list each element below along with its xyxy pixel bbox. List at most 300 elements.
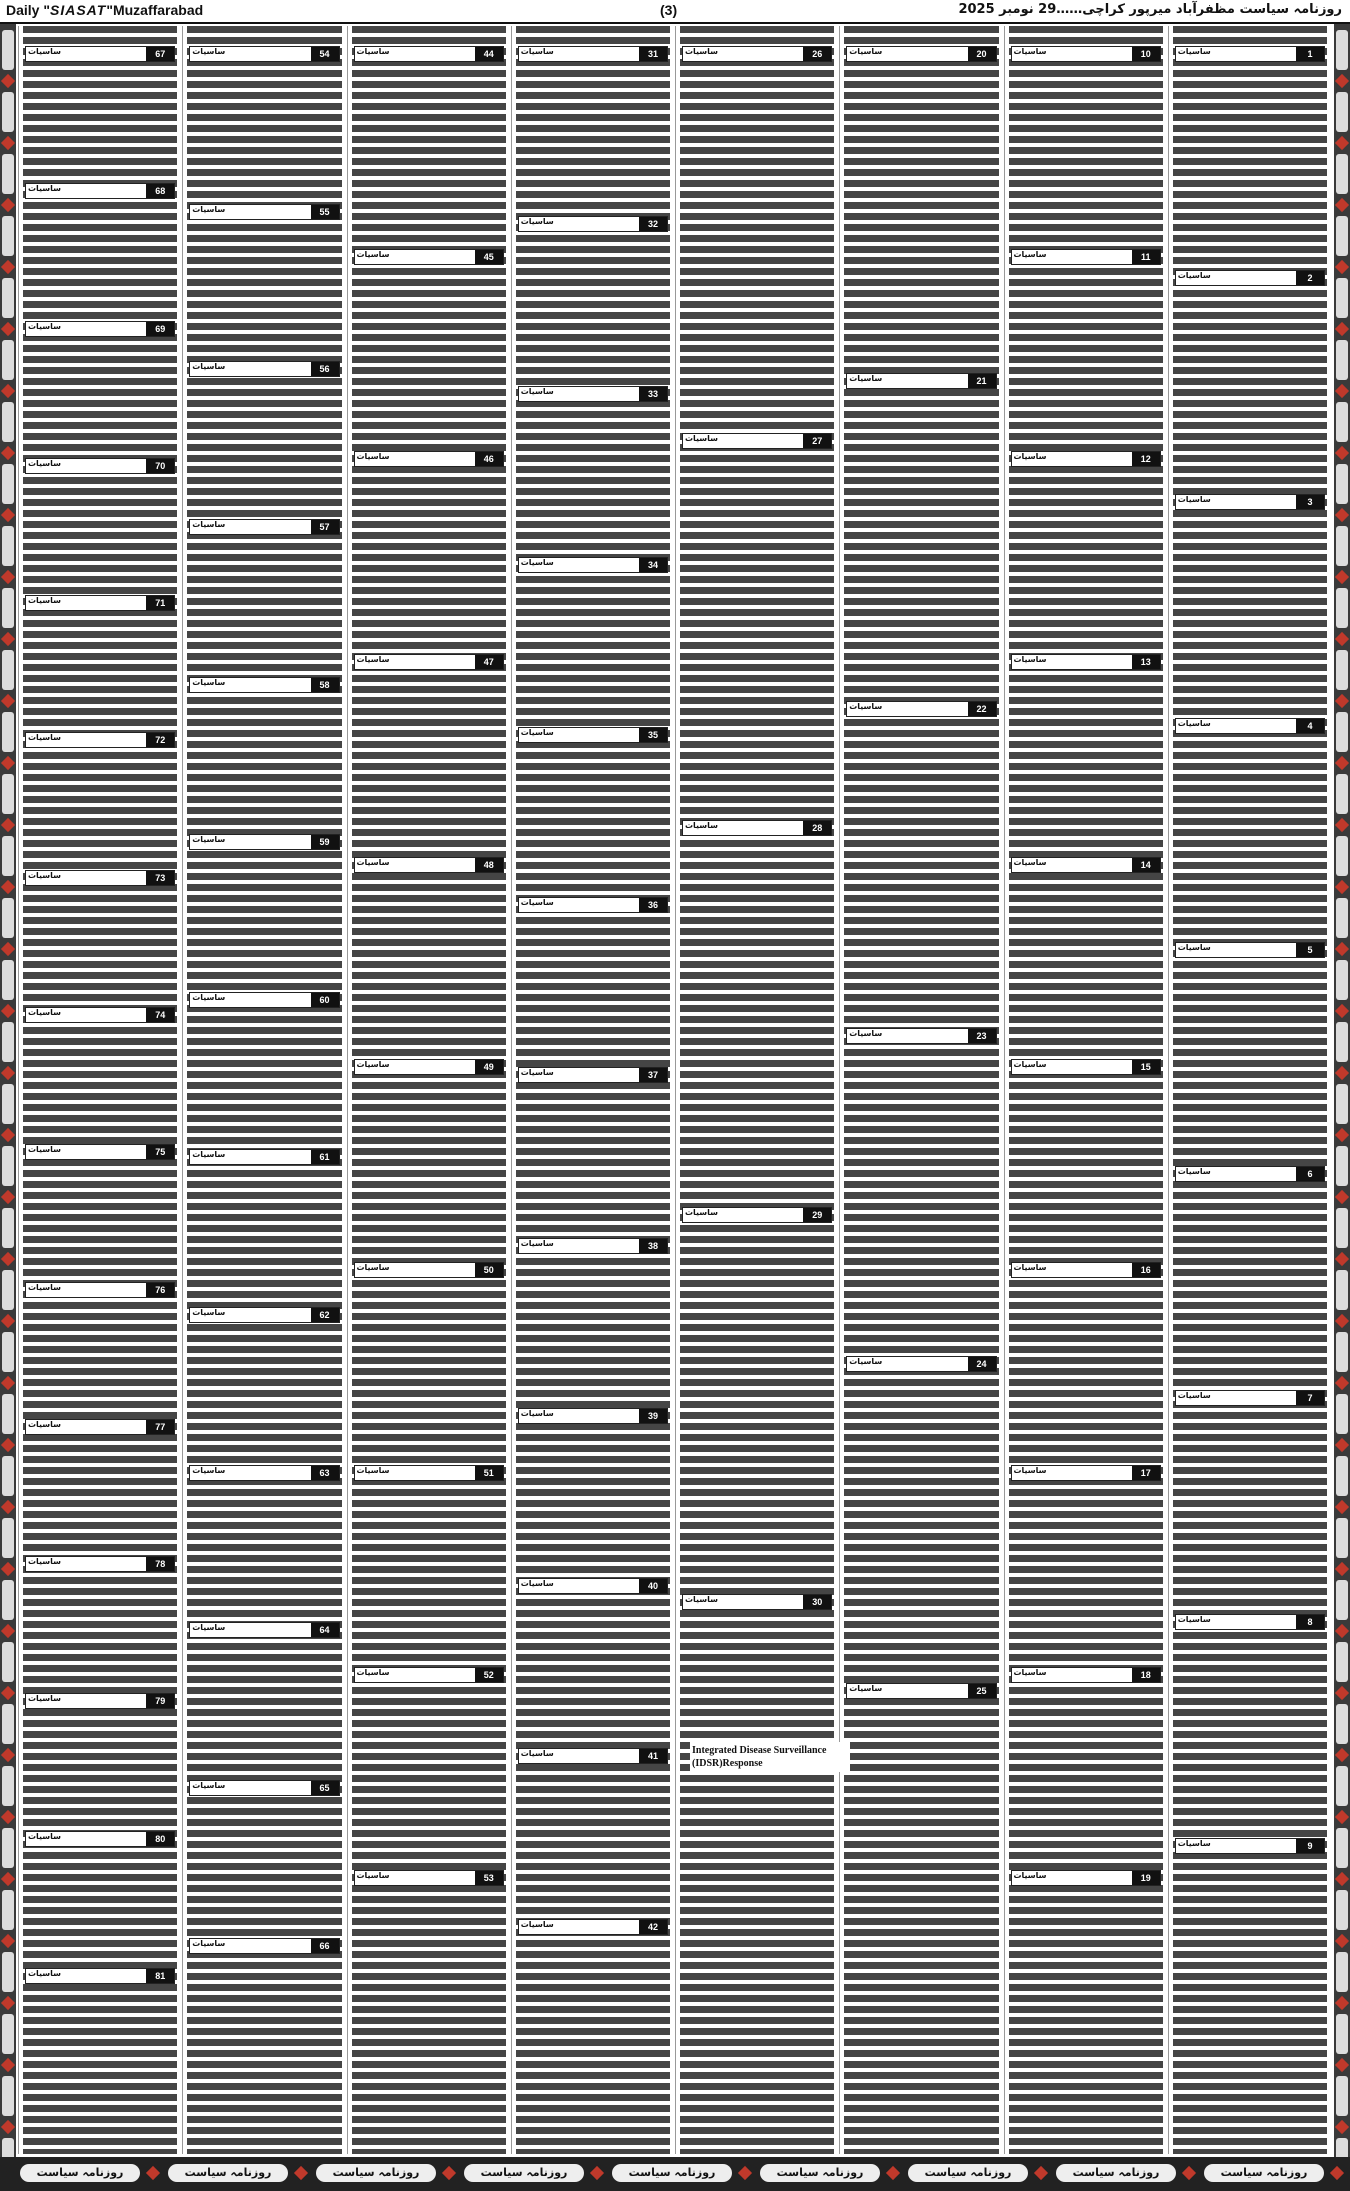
diamond-ornament-icon bbox=[1335, 1934, 1349, 1948]
news-item-heading bbox=[1011, 1465, 1161, 1481]
border-segment bbox=[1336, 1270, 1348, 1310]
border-segment bbox=[2, 588, 14, 628]
news-item-heading bbox=[25, 1282, 175, 1298]
item-number: 7 bbox=[1296, 1391, 1324, 1405]
item-number: 62 bbox=[311, 1308, 339, 1322]
diamond-ornament-icon bbox=[1, 322, 15, 336]
news-item-heading bbox=[518, 46, 668, 62]
item-number: 46 bbox=[475, 452, 503, 466]
diamond-ornament-icon bbox=[1, 74, 15, 88]
item-number: 8 bbox=[1296, 1615, 1324, 1629]
item-number: 53 bbox=[475, 1871, 503, 1885]
news-item-heading bbox=[189, 992, 339, 1008]
footer-segment: روزنامہ سیاست bbox=[760, 2164, 880, 2182]
item-number: 76 bbox=[146, 1283, 174, 1297]
item-label: ساسیات bbox=[685, 433, 719, 443]
news-item-heading bbox=[682, 433, 832, 449]
item-label: ساسیات bbox=[28, 1969, 62, 1979]
diamond-ornament-icon bbox=[1335, 756, 1349, 770]
border-segment bbox=[1336, 526, 1348, 566]
item-label: ساسیات bbox=[849, 701, 883, 711]
item-label: ساسیات bbox=[1177, 1167, 1211, 1176]
item-label: ساسیات bbox=[520, 1579, 554, 1589]
item-number: 34 bbox=[639, 558, 667, 572]
item-number: 65 bbox=[311, 1781, 339, 1795]
item-label: ساسیات bbox=[356, 1465, 390, 1475]
news-item-heading bbox=[25, 46, 175, 62]
item-label: ساسیات bbox=[356, 249, 390, 259]
news-item-heading bbox=[25, 595, 175, 611]
border-segment bbox=[1336, 1022, 1348, 1062]
news-item-heading bbox=[25, 458, 175, 474]
item-label: ساسیات bbox=[520, 217, 554, 227]
item-number: 58 bbox=[311, 678, 339, 692]
diamond-ornament-icon bbox=[1335, 1314, 1349, 1328]
item-label: ساسیات bbox=[1013, 1668, 1047, 1678]
item-number: 10 bbox=[1132, 47, 1160, 61]
item-number: 19 bbox=[1132, 1871, 1160, 1885]
news-item-heading bbox=[518, 727, 668, 743]
news-item-heading bbox=[1175, 942, 1325, 958]
item-label: ساسیات bbox=[685, 47, 719, 56]
border-segment bbox=[1336, 1332, 1348, 1372]
border-segment bbox=[2, 30, 14, 70]
diamond-ornament-icon bbox=[1, 1996, 15, 2010]
diamond-ornament-icon bbox=[1335, 1128, 1349, 1142]
news-column bbox=[182, 26, 345, 2154]
footer-segment: روزنامہ سیاست bbox=[316, 2164, 436, 2182]
item-label: ساسیات bbox=[520, 1068, 554, 1078]
diamond-ornament-icon bbox=[1, 1562, 15, 1576]
news-item-heading bbox=[189, 519, 339, 535]
diamond-ornament-icon bbox=[1, 508, 15, 522]
border-segment bbox=[1336, 340, 1348, 380]
footer-segment: روزنامہ سیاست bbox=[168, 2164, 288, 2182]
diamond-ornament-icon bbox=[1335, 1996, 1349, 2010]
item-number: 9 bbox=[1296, 1839, 1324, 1853]
diamond-ornament-icon bbox=[1, 260, 15, 274]
news-item-heading bbox=[682, 1207, 832, 1223]
diamond-ornament-icon bbox=[1335, 1438, 1349, 1452]
border-segment bbox=[1336, 2076, 1348, 2116]
news-item-heading bbox=[354, 654, 504, 670]
news-item-heading bbox=[354, 1059, 504, 1075]
border-segment bbox=[1336, 588, 1348, 628]
item-label: ساسیات bbox=[192, 677, 226, 687]
diamond-ornament-icon bbox=[1, 1128, 15, 1142]
news-item-heading bbox=[189, 204, 339, 220]
border-segment bbox=[1336, 2014, 1348, 2054]
item-number: 54 bbox=[311, 47, 339, 61]
item-label: ساسیات bbox=[1013, 857, 1047, 867]
item-number: 63 bbox=[311, 1466, 339, 1480]
item-number: 49 bbox=[475, 1060, 503, 1074]
border-segment bbox=[1336, 154, 1348, 194]
item-number: 13 bbox=[1132, 655, 1160, 669]
item-number: 61 bbox=[311, 1150, 339, 1164]
border-segment bbox=[1336, 1704, 1348, 1744]
diamond-ornament-icon bbox=[1335, 446, 1349, 460]
item-number: 73 bbox=[146, 871, 174, 885]
news-item-heading bbox=[25, 1419, 175, 1435]
diamond-ornament-icon bbox=[738, 2166, 752, 2180]
column-text bbox=[680, 26, 834, 2154]
item-number: 35 bbox=[639, 728, 667, 742]
item-label: ساسیات bbox=[849, 1356, 883, 1366]
news-item-heading bbox=[682, 1594, 832, 1610]
news-item-heading bbox=[682, 820, 832, 836]
diamond-ornament-icon bbox=[1335, 1252, 1349, 1266]
item-number: 11 bbox=[1132, 250, 1160, 264]
item-label: ساسیات bbox=[192, 362, 226, 372]
item-label: ساسیات bbox=[356, 1871, 390, 1880]
diamond-ornament-icon bbox=[1, 1624, 15, 1638]
diamond-ornament-icon bbox=[1, 2120, 15, 2134]
item-number: 29 bbox=[803, 1208, 831, 1222]
item-label: ساسیات bbox=[28, 1145, 62, 1155]
border-segment bbox=[1336, 960, 1348, 1000]
footer-segment: روزنامہ سیاست bbox=[612, 2164, 732, 2182]
border-segment bbox=[2, 1022, 14, 1062]
left-border-strip bbox=[0, 24, 16, 2174]
page-number: (3) bbox=[660, 2, 678, 18]
item-label: ساسیات bbox=[520, 727, 554, 737]
news-item-heading bbox=[1175, 46, 1325, 62]
dateline: روزنامہ سیاست مظفرآباد میرپور کراچی……29 نومبر 2025 bbox=[958, 2, 1342, 17]
diamond-ornament-icon bbox=[146, 2166, 160, 2180]
diamond-ornament-icon bbox=[1, 1252, 15, 1266]
item-label: ساسیات bbox=[685, 1594, 719, 1604]
item-label: ساسیات bbox=[849, 1029, 883, 1039]
news-item-heading bbox=[518, 216, 668, 232]
news-item-heading bbox=[189, 834, 339, 850]
item-number: 37 bbox=[639, 1068, 667, 1082]
border-segment bbox=[2, 1766, 14, 1806]
border-segment bbox=[2, 154, 14, 194]
diamond-ornament-icon bbox=[1, 570, 15, 584]
item-number: 12 bbox=[1132, 452, 1160, 466]
item-number: 1 bbox=[1296, 47, 1324, 61]
item-label: ساسیات bbox=[28, 870, 62, 880]
masthead bbox=[0, 0, 1350, 24]
diamond-ornament-icon bbox=[1, 1314, 15, 1328]
diamond-ornament-icon bbox=[1, 1500, 15, 1514]
diamond-ornament-icon bbox=[1, 1748, 15, 1762]
item-label: ساسیات bbox=[28, 321, 62, 331]
diamond-ornament-icon bbox=[1335, 1624, 1349, 1638]
diamond-ornament-icon bbox=[294, 2166, 308, 2180]
news-item-heading bbox=[189, 677, 339, 693]
item-label: ساسیات bbox=[849, 374, 883, 384]
item-label: ساسیات bbox=[520, 898, 554, 908]
diamond-ornament-icon bbox=[1335, 2058, 1349, 2072]
diamond-ornament-icon bbox=[1335, 570, 1349, 584]
item-number: 55 bbox=[311, 205, 339, 219]
item-number: 70 bbox=[146, 459, 174, 473]
item-number: 77 bbox=[146, 1420, 174, 1434]
border-segment bbox=[1336, 1952, 1348, 1992]
item-label: ساسیات bbox=[1013, 47, 1047, 56]
news-item-heading bbox=[682, 46, 832, 62]
item-number: 5 bbox=[1296, 943, 1324, 957]
border-segment bbox=[2, 1952, 14, 1992]
diamond-ornament-icon bbox=[1335, 632, 1349, 646]
item-number: 6 bbox=[1296, 1167, 1324, 1181]
diamond-ornament-icon bbox=[1, 1004, 15, 1018]
diamond-ornament-icon bbox=[1335, 1562, 1349, 1576]
column-text bbox=[187, 26, 341, 2154]
item-label: ساسیات bbox=[356, 452, 390, 462]
border-segment bbox=[1336, 216, 1348, 256]
item-label: ساسیات bbox=[192, 204, 226, 214]
news-item-heading bbox=[518, 1408, 668, 1424]
diamond-ornament-icon bbox=[1, 1872, 15, 1886]
border-segment bbox=[1336, 402, 1348, 442]
item-number: 68 bbox=[146, 184, 174, 198]
diamond-ornament-icon bbox=[1335, 1004, 1349, 1018]
border-segment bbox=[2, 1084, 14, 1124]
item-label: ساسیات bbox=[520, 1408, 554, 1418]
border-segment bbox=[1336, 30, 1348, 70]
item-number: 42 bbox=[639, 1920, 667, 1934]
border-segment bbox=[2, 650, 14, 690]
border-segment bbox=[2, 1642, 14, 1682]
item-label: ساسیات bbox=[1177, 943, 1211, 952]
item-number: 79 bbox=[146, 1694, 174, 1708]
item-number: 48 bbox=[475, 858, 503, 872]
item-number: 25 bbox=[968, 1684, 996, 1698]
item-number: 28 bbox=[803, 821, 831, 835]
news-column bbox=[675, 26, 838, 2154]
item-label: ساسیات bbox=[192, 992, 226, 1002]
item-number: 67 bbox=[146, 47, 174, 61]
item-number: 60 bbox=[311, 993, 339, 1007]
item-label: ساسیات bbox=[192, 1780, 226, 1790]
news-item-heading bbox=[846, 1356, 996, 1372]
diamond-ornament-icon bbox=[1335, 694, 1349, 708]
item-number: 41 bbox=[639, 1749, 667, 1763]
item-label: ساسیات bbox=[1013, 1060, 1047, 1070]
diamond-ornament-icon bbox=[1, 1438, 15, 1452]
news-item-heading bbox=[1011, 1667, 1161, 1683]
footer-strip bbox=[0, 2157, 1350, 2191]
item-number: 71 bbox=[146, 596, 174, 610]
item-number: 52 bbox=[475, 1668, 503, 1682]
diamond-ornament-icon bbox=[1, 1686, 15, 1700]
diamond-ornament-icon bbox=[1, 942, 15, 956]
item-number: 50 bbox=[475, 1263, 503, 1277]
border-segment bbox=[2, 1394, 14, 1434]
news-item-heading bbox=[25, 1831, 175, 1847]
item-label: ساسیات bbox=[685, 820, 719, 830]
paper-name: Daily "SIASAT"Muzaffarabad bbox=[6, 2, 204, 18]
news-item-heading bbox=[354, 1465, 504, 1481]
border-segment bbox=[1336, 1766, 1348, 1806]
diamond-ornament-icon bbox=[1, 632, 15, 646]
news-column bbox=[1168, 26, 1331, 2154]
news-item-heading bbox=[25, 870, 175, 886]
item-label: ساسیات bbox=[28, 1557, 62, 1567]
border-segment bbox=[2, 340, 14, 380]
diamond-ornament-icon bbox=[1335, 260, 1349, 274]
item-label: ساسیات bbox=[1013, 1871, 1047, 1880]
item-label: ساسیات bbox=[1177, 47, 1211, 56]
diamond-ornament-icon bbox=[1335, 1500, 1349, 1514]
footer-segment: روزنامہ سیاست bbox=[908, 2164, 1028, 2182]
item-label: ساسیات bbox=[28, 47, 62, 56]
item-label: ساسیات bbox=[192, 1465, 226, 1475]
item-number: 26 bbox=[803, 47, 831, 61]
border-segment bbox=[1336, 1456, 1348, 1496]
item-number: 51 bbox=[475, 1466, 503, 1480]
item-label: ساسیات bbox=[28, 733, 62, 743]
diamond-ornament-icon bbox=[1335, 818, 1349, 832]
diamond-ornament-icon bbox=[1, 2058, 15, 2072]
diamond-ornament-icon bbox=[1335, 1686, 1349, 1700]
diamond-ornament-icon bbox=[1335, 1376, 1349, 1390]
item-number: 24 bbox=[968, 1357, 996, 1371]
diamond-ornament-icon bbox=[1, 818, 15, 832]
border-segment bbox=[1336, 1828, 1348, 1868]
item-label: ساسیات bbox=[1177, 1839, 1211, 1848]
border-segment bbox=[1336, 898, 1348, 938]
border-segment bbox=[2, 216, 14, 256]
item-number: 31 bbox=[639, 47, 667, 61]
news-item-heading bbox=[189, 361, 339, 377]
diamond-ornament-icon bbox=[1, 1190, 15, 1204]
news-item-heading bbox=[25, 1556, 175, 1572]
diamond-ornament-icon bbox=[1335, 880, 1349, 894]
item-label: ساسیات bbox=[1177, 271, 1211, 280]
item-label: ساسیات bbox=[685, 1207, 719, 1217]
item-label: ساسیات bbox=[520, 557, 554, 567]
item-number: 18 bbox=[1132, 1668, 1160, 1682]
border-segment bbox=[2, 712, 14, 752]
border-segment bbox=[2, 836, 14, 876]
news-item-heading bbox=[1175, 1614, 1325, 1630]
border-segment bbox=[2, 1518, 14, 1558]
item-label: ساسیات bbox=[356, 1668, 390, 1678]
news-item-heading bbox=[518, 1578, 668, 1594]
footer-segment: روزنامہ سیاست bbox=[464, 2164, 584, 2182]
item-number: 56 bbox=[311, 362, 339, 376]
item-label: ساسیات bbox=[356, 1263, 390, 1272]
border-segment bbox=[2, 1704, 14, 1744]
item-label: ساسیات bbox=[1013, 655, 1047, 664]
diamond-ornament-icon bbox=[1, 756, 15, 770]
border-segment bbox=[2, 526, 14, 566]
item-number: 33 bbox=[639, 387, 667, 401]
diamond-ornament-icon bbox=[1335, 508, 1349, 522]
item-number: 27 bbox=[803, 434, 831, 448]
item-label: ساسیات bbox=[356, 857, 390, 867]
border-segment bbox=[1336, 712, 1348, 752]
border-segment bbox=[1336, 1518, 1348, 1558]
news-column bbox=[18, 26, 181, 2154]
border-segment bbox=[2, 1332, 14, 1372]
diamond-ornament-icon bbox=[1, 1066, 15, 1080]
border-segment bbox=[2, 898, 14, 938]
item-label: ساسیات bbox=[28, 596, 62, 606]
item-number: 75 bbox=[146, 1145, 174, 1159]
column-text bbox=[516, 26, 670, 2154]
item-number: 21 bbox=[968, 374, 996, 388]
diamond-ornament-icon bbox=[1, 384, 15, 398]
diamond-ornament-icon bbox=[1, 446, 15, 460]
news-item-heading bbox=[25, 183, 175, 199]
item-label: ساسیات bbox=[192, 1150, 226, 1160]
news-item-heading bbox=[189, 46, 339, 62]
item-number: 81 bbox=[146, 1969, 174, 1983]
news-item-heading bbox=[354, 46, 504, 62]
border-segment bbox=[1336, 1084, 1348, 1124]
diamond-ornament-icon bbox=[1, 1376, 15, 1390]
diamond-ornament-icon bbox=[1335, 322, 1349, 336]
item-label: ساسیات bbox=[1177, 719, 1211, 728]
item-label: ساسیات bbox=[1177, 1391, 1211, 1400]
item-number: 44 bbox=[475, 47, 503, 61]
border-segment bbox=[1336, 278, 1348, 318]
border-segment bbox=[1336, 1394, 1348, 1434]
item-number: 2 bbox=[1296, 271, 1324, 285]
right-border-strip bbox=[1334, 24, 1350, 2174]
diamond-ornament-icon bbox=[1330, 2166, 1344, 2180]
item-label: ساسیات bbox=[192, 835, 226, 845]
border-segment bbox=[1336, 774, 1348, 814]
border-segment bbox=[2, 1456, 14, 1496]
news-item-heading bbox=[189, 1465, 339, 1481]
item-label: ساسیات bbox=[520, 1749, 554, 1759]
news-columns bbox=[18, 26, 1332, 2154]
item-number: 36 bbox=[639, 898, 667, 912]
news-item-heading bbox=[1175, 270, 1325, 286]
item-number: 3 bbox=[1296, 495, 1324, 509]
border-segment bbox=[1336, 1642, 1348, 1682]
news-item-heading bbox=[1011, 46, 1161, 62]
news-item-heading bbox=[189, 1938, 339, 1954]
news-item-heading bbox=[1011, 249, 1161, 265]
item-label: ساسیات bbox=[520, 47, 554, 56]
item-number: 80 bbox=[146, 1832, 174, 1846]
diamond-ornament-icon bbox=[1335, 384, 1349, 398]
item-label: ساسیات bbox=[1013, 1263, 1047, 1272]
item-label: ساسیات bbox=[192, 47, 226, 56]
news-column bbox=[347, 26, 510, 2154]
news-item-heading bbox=[1175, 1166, 1325, 1182]
news-item-heading bbox=[1011, 1870, 1161, 1886]
news-item-heading bbox=[25, 321, 175, 337]
diamond-ornament-icon bbox=[590, 2166, 604, 2180]
footer-segment: روزنامہ سیاست bbox=[20, 2164, 140, 2182]
news-item-heading bbox=[189, 1780, 339, 1796]
news-item-heading bbox=[25, 1693, 175, 1709]
border-segment bbox=[2, 960, 14, 1000]
border-segment bbox=[1336, 1890, 1348, 1930]
news-item-heading bbox=[189, 1622, 339, 1638]
item-number: 38 bbox=[639, 1239, 667, 1253]
diamond-ornament-icon bbox=[1335, 136, 1349, 150]
item-label: ساسیات bbox=[1013, 452, 1047, 462]
news-item-heading bbox=[1011, 1262, 1161, 1278]
diamond-ornament-icon bbox=[1, 136, 15, 150]
diamond-ornament-icon bbox=[1, 1934, 15, 1948]
diamond-ornament-icon bbox=[1335, 198, 1349, 212]
item-label: ساسیات bbox=[520, 1919, 554, 1929]
news-column bbox=[839, 26, 1002, 2154]
news-item-heading bbox=[1175, 718, 1325, 734]
item-label: ساسیات bbox=[356, 655, 390, 664]
diamond-ornament-icon bbox=[1335, 1872, 1349, 1886]
